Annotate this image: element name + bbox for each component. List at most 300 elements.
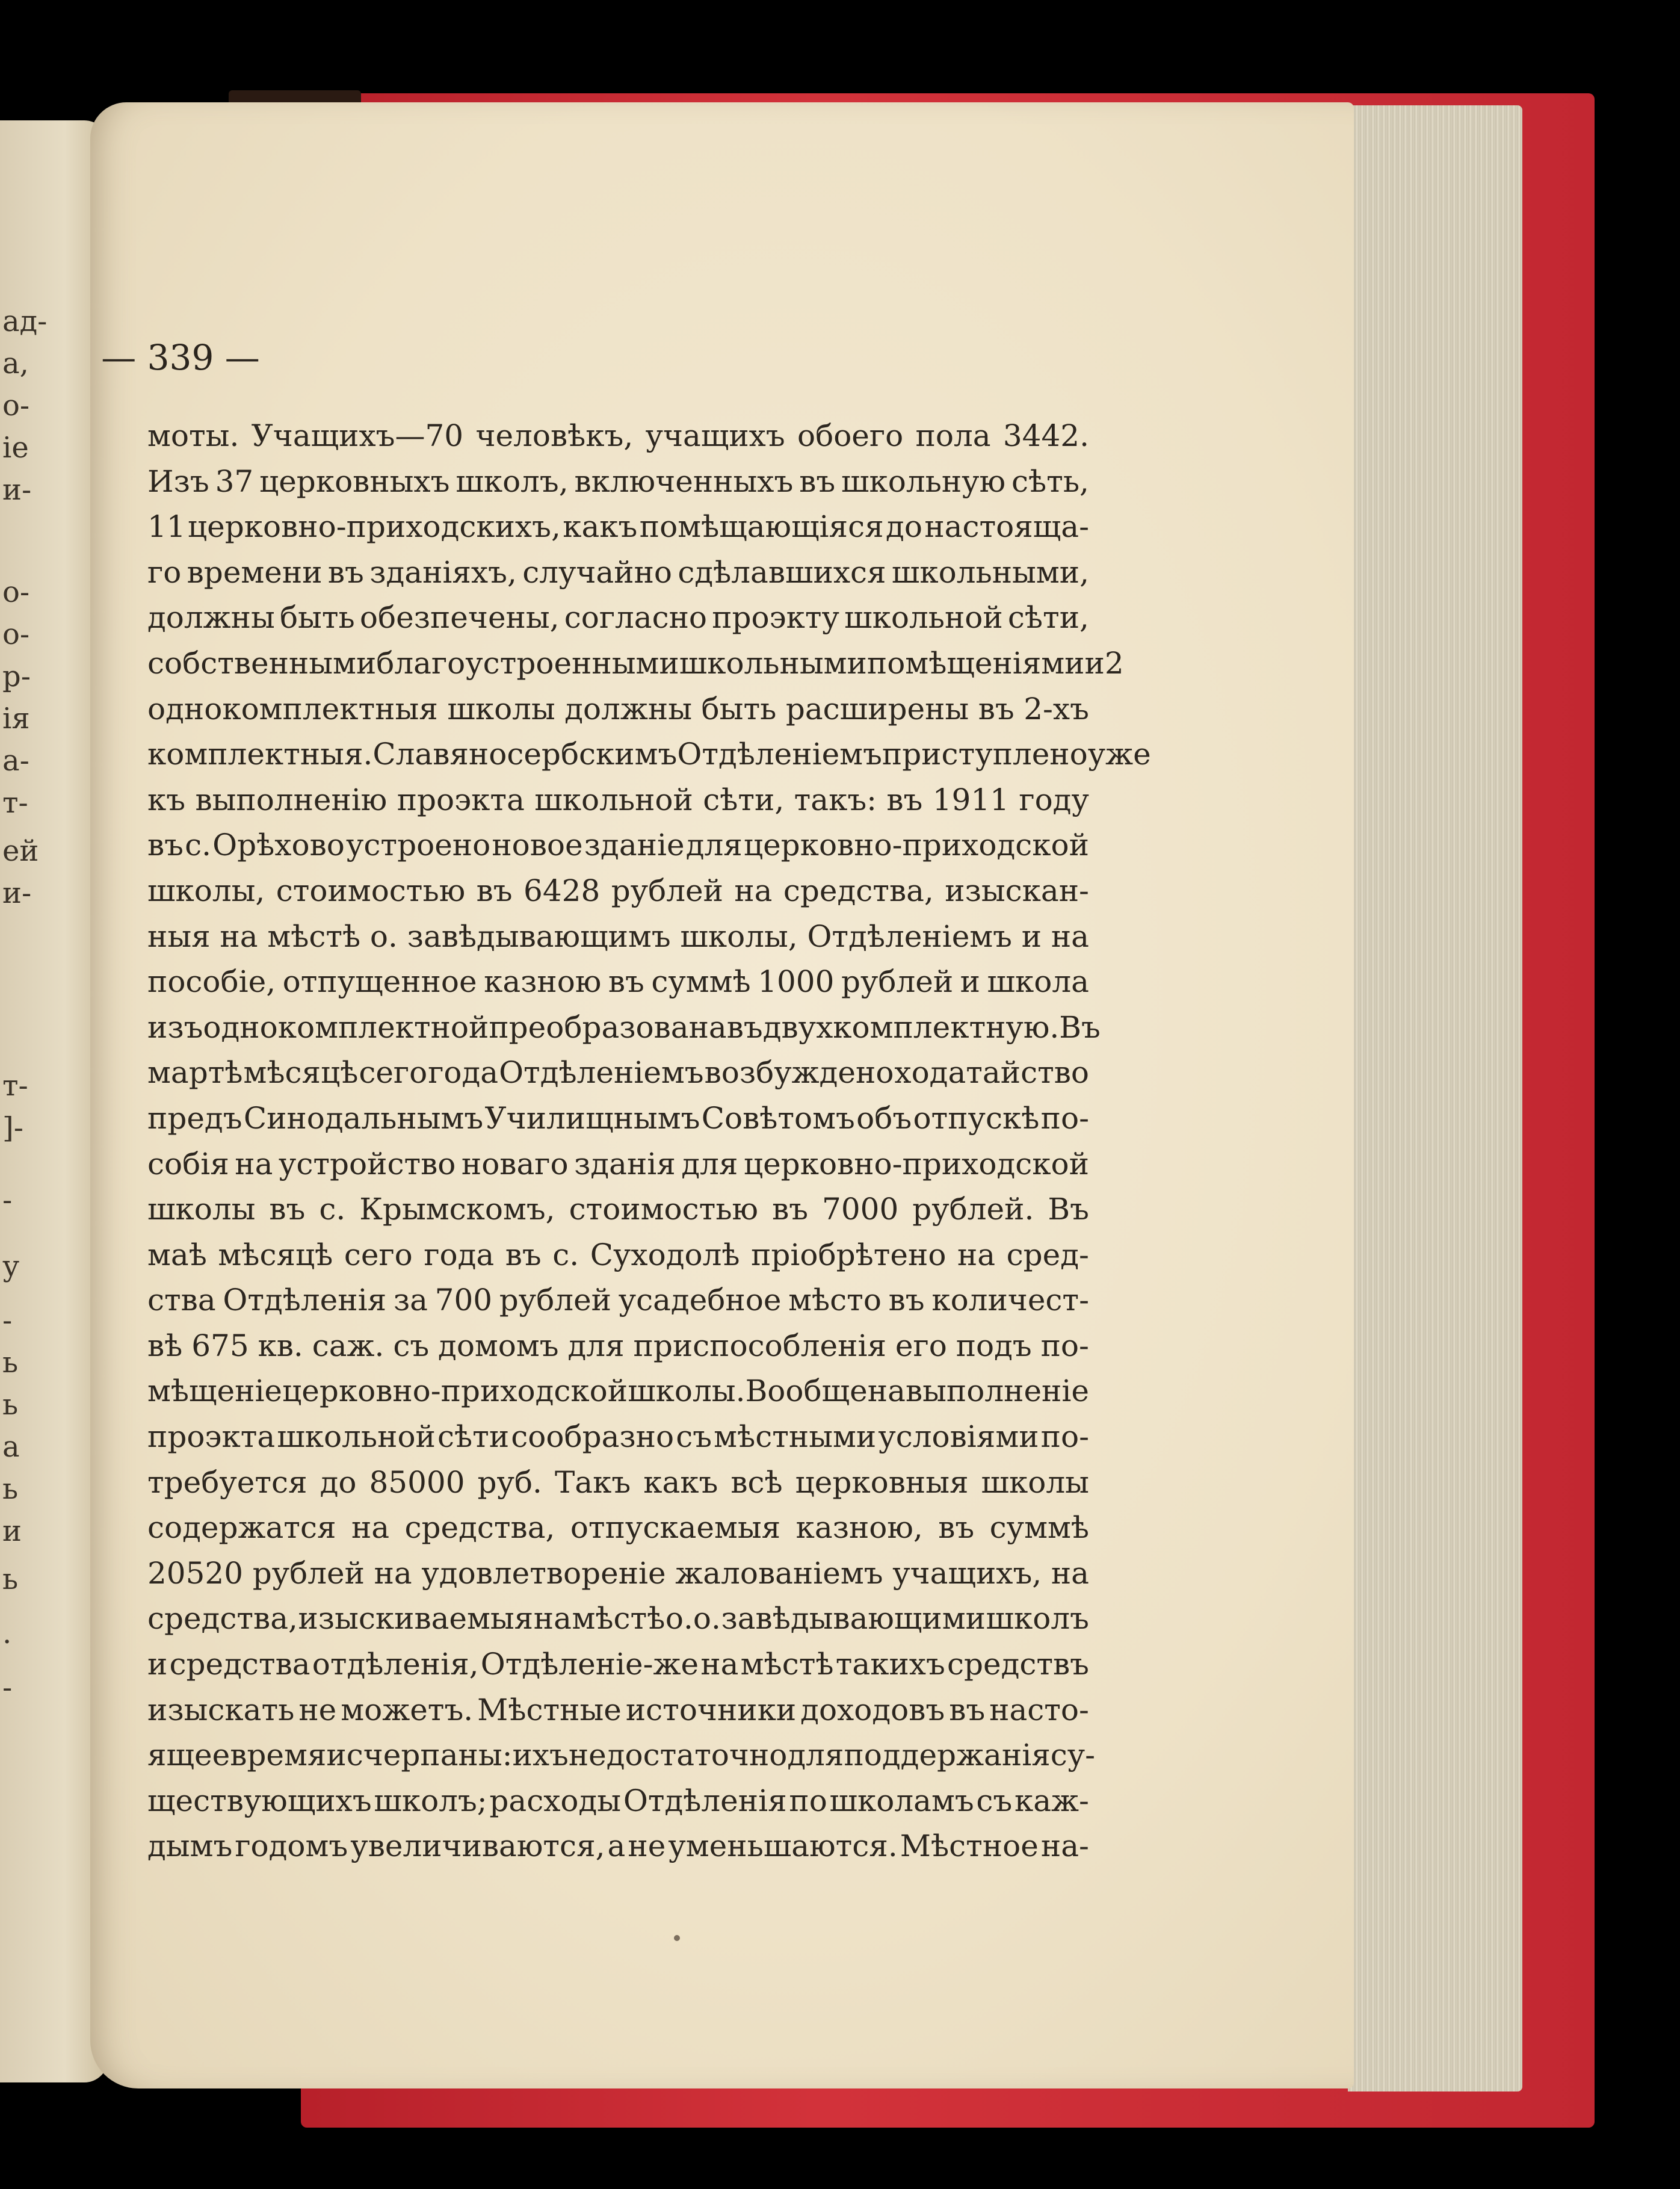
text-word: въ bbox=[505, 1237, 542, 1272]
text-word: и bbox=[147, 1647, 168, 1682]
text-word: изъ bbox=[147, 1009, 203, 1045]
text-word: однокомплектной bbox=[203, 1009, 489, 1045]
text-word: школьную bbox=[841, 463, 1006, 499]
text-word: сѣти, bbox=[703, 782, 785, 817]
text-line bbox=[147, 1419, 1089, 1465]
margin-fragment: о- bbox=[2, 389, 30, 423]
text-word: Такъ bbox=[554, 1464, 631, 1500]
text-word: въ bbox=[726, 1009, 763, 1045]
text-word: доходовъ bbox=[800, 1692, 945, 1727]
text-word: должны bbox=[564, 691, 693, 726]
text-line bbox=[147, 828, 1089, 873]
text-word: мартѣ bbox=[147, 1055, 243, 1091]
text-word: обоего bbox=[797, 418, 904, 453]
text-word: на bbox=[957, 1237, 996, 1272]
text-word: ществующихъ bbox=[147, 1783, 372, 1818]
page-speck bbox=[674, 1935, 680, 1941]
text-word: въ bbox=[949, 1692, 986, 1727]
text-word: времени bbox=[187, 554, 323, 590]
text-word: церковно-приходскихъ, bbox=[188, 509, 561, 545]
text-word: мѣстѣ bbox=[267, 918, 361, 954]
text-word: комплектныя. bbox=[147, 737, 373, 772]
text-word: и bbox=[1084, 645, 1105, 681]
margin-fragment: ь bbox=[2, 1346, 19, 1379]
text-word: мѣсяцѣ bbox=[218, 1237, 333, 1272]
text-word: проэкта bbox=[147, 1419, 276, 1455]
text-word: какъ bbox=[563, 509, 638, 545]
text-word: помѣщающіяся bbox=[639, 509, 884, 545]
text-word: школьными bbox=[679, 645, 867, 681]
text-line bbox=[147, 1147, 1089, 1192]
text-word: го bbox=[147, 554, 182, 590]
text-word: и bbox=[960, 964, 980, 1000]
text-word: дымъ bbox=[147, 1828, 233, 1864]
text-word: мѣсто bbox=[788, 1283, 882, 1318]
text-word: въ bbox=[799, 463, 836, 499]
text-word: въ bbox=[888, 1283, 925, 1318]
text-word: школъ, bbox=[456, 463, 569, 499]
text-word: въ bbox=[978, 691, 1014, 726]
text-word: о. bbox=[369, 918, 398, 954]
text-word: средства, bbox=[404, 1510, 555, 1546]
text-word: зданіяхъ, bbox=[369, 554, 517, 590]
text-word: жалованіемъ bbox=[675, 1555, 883, 1591]
text-word: поддержанія bbox=[844, 1738, 1051, 1773]
text-word: рублей bbox=[252, 1555, 365, 1591]
text-word: увеличиваются, bbox=[350, 1828, 605, 1864]
text-line bbox=[147, 873, 1089, 919]
text-word: а bbox=[607, 1828, 626, 1864]
text-word: рублей bbox=[841, 964, 954, 1000]
text-word: насто- bbox=[989, 1692, 1089, 1727]
text-word: включенныхъ bbox=[574, 463, 794, 499]
margin-fragment: ]- bbox=[2, 1111, 23, 1145]
text-word: каж- bbox=[1014, 1783, 1089, 1818]
text-word: церковно-приходской bbox=[743, 828, 1089, 863]
text-word: сред- bbox=[1006, 1237, 1089, 1272]
text-word: по- bbox=[1040, 1100, 1089, 1136]
text-line bbox=[147, 964, 1089, 1010]
text-word: школа bbox=[987, 964, 1089, 1000]
text-word: на bbox=[533, 1601, 572, 1636]
text-word: Мѣстные bbox=[477, 1692, 622, 1727]
margin-fragment: ад- bbox=[2, 305, 48, 338]
text-word: отпускѣ bbox=[913, 1100, 1040, 1136]
text-word: за bbox=[393, 1283, 428, 1318]
text-word: стоимостью bbox=[276, 873, 466, 908]
text-word: въ bbox=[608, 964, 644, 1000]
margin-fragment: р- bbox=[2, 660, 31, 693]
text-word: собія bbox=[147, 1146, 229, 1181]
margin-fragment: и- bbox=[2, 876, 32, 910]
text-word: не bbox=[298, 1692, 337, 1727]
text-line bbox=[147, 1738, 1096, 1783]
text-word: церковно-приходской bbox=[743, 1146, 1089, 1181]
text-word: школы bbox=[981, 1464, 1089, 1500]
text-word: на- bbox=[1040, 1828, 1089, 1864]
text-word: средства bbox=[169, 1647, 310, 1682]
text-word: 11 bbox=[147, 509, 186, 545]
text-word: года bbox=[428, 1055, 499, 1091]
text-word: объ bbox=[856, 1100, 912, 1136]
text-word: школьной bbox=[277, 1419, 436, 1455]
margin-fragment: т- bbox=[2, 786, 28, 820]
text-word: завѣдывающими bbox=[721, 1601, 986, 1636]
text-word: подъ bbox=[956, 1328, 1032, 1363]
margin-fragment: о- bbox=[2, 618, 30, 651]
text-word: ихъ bbox=[512, 1738, 569, 1773]
text-word: въ bbox=[476, 873, 513, 908]
text-word: всѣ bbox=[730, 1464, 783, 1500]
text-word: рублей bbox=[611, 873, 723, 908]
text-word: источники bbox=[625, 1692, 797, 1727]
text-line bbox=[147, 1828, 1089, 1874]
text-word: въ bbox=[938, 1510, 975, 1546]
text-line bbox=[147, 600, 1089, 646]
text-word: приступлено bbox=[882, 737, 1088, 772]
text-word: удовлетвореніе bbox=[421, 1555, 666, 1591]
margin-fragment: ь bbox=[2, 1388, 19, 1422]
text-word: ныя bbox=[147, 918, 211, 954]
text-word: до bbox=[886, 509, 922, 545]
text-word: казною, bbox=[795, 1510, 923, 1546]
margin-fragment: - bbox=[2, 1183, 13, 1217]
text-word: для bbox=[567, 1328, 625, 1363]
text-word: Мѣстное bbox=[900, 1828, 1039, 1864]
text-word: на bbox=[734, 873, 773, 908]
margin-fragment: а- bbox=[2, 744, 29, 778]
text-word: уже bbox=[1087, 737, 1151, 772]
text-word: въ bbox=[772, 1192, 809, 1227]
text-word: церковно-приходской bbox=[282, 1373, 628, 1409]
margin-fragment: ей bbox=[2, 834, 39, 868]
text-word: по- bbox=[1040, 1419, 1089, 1455]
text-word: школъ; bbox=[374, 1783, 487, 1818]
text-word: условіями bbox=[878, 1419, 1039, 1455]
text-line bbox=[147, 1465, 1089, 1511]
text-word: преобразована bbox=[489, 1009, 727, 1045]
text-word: моты. bbox=[147, 418, 239, 453]
text-word: года bbox=[424, 1237, 495, 1272]
text-word: двухкомплектную. bbox=[762, 1009, 1060, 1045]
margin-fragment: ь bbox=[2, 1472, 19, 1506]
text-word: школы. bbox=[628, 1373, 746, 1409]
text-line bbox=[147, 1192, 1089, 1237]
margin-fragment: іе bbox=[2, 431, 29, 465]
text-word: Синодальнымъ bbox=[243, 1100, 484, 1136]
text-word: приспособленія bbox=[633, 1328, 887, 1363]
margin-fragment: и- bbox=[2, 473, 32, 507]
text-word: казною bbox=[484, 964, 602, 1000]
margin-fragment: - bbox=[2, 1304, 13, 1337]
text-word: маѣ bbox=[147, 1237, 207, 1272]
margin-fragment: - bbox=[2, 1671, 13, 1704]
text-word: усадебное bbox=[618, 1283, 782, 1318]
text-word: руб. bbox=[477, 1464, 542, 1500]
text-word: школьной bbox=[844, 600, 1003, 636]
text-line bbox=[147, 1647, 1089, 1692]
text-word: благоустроенными bbox=[376, 645, 679, 681]
text-word: выполненіе bbox=[905, 1373, 1089, 1409]
text-word: содержатся bbox=[147, 1510, 336, 1546]
page-body-text bbox=[147, 418, 1151, 1874]
text-word: 700 bbox=[434, 1283, 493, 1318]
text-word: школы bbox=[447, 691, 555, 726]
text-word: школы bbox=[147, 1192, 256, 1227]
text-line bbox=[147, 692, 1089, 737]
text-word: учащихъ, bbox=[892, 1555, 1042, 1591]
text-word: 2-хъ bbox=[1024, 691, 1089, 726]
text-word: пособіе, bbox=[147, 964, 276, 1000]
text-word: предъ bbox=[147, 1100, 242, 1136]
text-word: школы, bbox=[680, 918, 798, 954]
text-word: настояща- bbox=[924, 509, 1089, 545]
text-word: школамъ bbox=[829, 1783, 974, 1818]
text-word: въ bbox=[327, 554, 364, 590]
text-word: суммѣ bbox=[989, 1510, 1089, 1546]
text-word: Отдѣленіемъ bbox=[807, 918, 1012, 954]
text-word: для bbox=[685, 828, 743, 863]
text-word: сдѣлавшихся bbox=[678, 554, 886, 590]
text-word: не bbox=[628, 1828, 666, 1864]
margin-fragment: а bbox=[2, 1430, 20, 1464]
text-word: помѣщеніями bbox=[866, 645, 1085, 681]
text-word: саж. bbox=[312, 1328, 384, 1363]
text-word: школы, bbox=[147, 873, 265, 908]
page-edges bbox=[1348, 105, 1522, 2091]
text-word: Вообще bbox=[745, 1373, 868, 1409]
text-word: завѣдывающимъ bbox=[407, 918, 671, 954]
margin-fragment: . bbox=[2, 1617, 12, 1650]
text-line bbox=[147, 1328, 1089, 1374]
text-word: Орѣхово bbox=[212, 828, 345, 863]
text-word: можетъ. bbox=[341, 1692, 474, 1727]
text-word: рублей bbox=[499, 1283, 611, 1318]
text-word: мѣстѣ bbox=[572, 1601, 666, 1636]
margin-fragment: у bbox=[2, 1249, 20, 1283]
text-word: однокомплектныя bbox=[147, 691, 438, 726]
text-line bbox=[147, 418, 1089, 464]
text-word: на bbox=[1051, 1555, 1089, 1591]
text-line bbox=[147, 1556, 1089, 1602]
text-line bbox=[147, 1510, 1089, 1556]
text-word: устроено bbox=[346, 828, 491, 863]
margin-fragment: а, bbox=[2, 347, 29, 380]
text-word: пола bbox=[915, 418, 991, 453]
margin-fragment: и bbox=[2, 1514, 22, 1548]
text-word: по- bbox=[1040, 1328, 1089, 1363]
text-word: кв. bbox=[258, 1328, 303, 1363]
text-word: Училищнымъ bbox=[484, 1100, 700, 1136]
text-word: проэкту bbox=[712, 600, 839, 636]
text-word: 675 bbox=[191, 1328, 249, 1363]
text-word: къ bbox=[147, 782, 186, 817]
book-page bbox=[90, 102, 1354, 2088]
text-word: на bbox=[220, 918, 258, 954]
text-word: выполненію bbox=[195, 782, 388, 817]
text-word: недостаточно bbox=[568, 1738, 788, 1773]
margin-fragment: о- bbox=[2, 575, 30, 609]
text-word: новаго bbox=[461, 1146, 569, 1181]
text-word: по bbox=[789, 1783, 827, 1818]
text-word: должны bbox=[147, 600, 275, 636]
text-word: какъ bbox=[643, 1464, 718, 1500]
text-word: и bbox=[1021, 918, 1042, 954]
text-word: отдѣленія, bbox=[312, 1647, 479, 1682]
text-word: зданія bbox=[574, 1146, 676, 1181]
text-word: Отдѣленіемъ bbox=[499, 1055, 704, 1091]
text-word: согласно bbox=[564, 600, 708, 636]
text-word: домомъ bbox=[438, 1328, 559, 1363]
text-word: Въ bbox=[1059, 1009, 1101, 1045]
text-word: средства, bbox=[147, 1601, 298, 1636]
text-word: Изъ bbox=[147, 463, 209, 499]
text-word: на bbox=[235, 1146, 273, 1181]
text-word: средствъ bbox=[947, 1647, 1089, 1682]
text-line bbox=[147, 1783, 1089, 1829]
text-word: средства, bbox=[783, 873, 934, 908]
text-word: время bbox=[230, 1738, 327, 1773]
text-word: проэкта bbox=[397, 782, 525, 817]
text-word: Отдѣленіемъ bbox=[677, 737, 882, 772]
page-number-text: — 339 — bbox=[101, 337, 260, 378]
text-word: школьной bbox=[534, 782, 693, 817]
text-word: на bbox=[1051, 918, 1089, 954]
text-word: Въ bbox=[1048, 1192, 1089, 1227]
text-word: сего bbox=[359, 1055, 428, 1091]
text-word: въ bbox=[269, 1192, 306, 1227]
text-word: мѣстными bbox=[714, 1419, 877, 1455]
text-word: съ bbox=[976, 1783, 1013, 1818]
margin-fragment: т- bbox=[2, 1069, 28, 1103]
text-word: на bbox=[351, 1510, 390, 1546]
text-word: на bbox=[374, 1555, 412, 1591]
text-line bbox=[147, 1101, 1089, 1147]
text-word: ходатайство bbox=[894, 1055, 1089, 1091]
text-word: годомъ bbox=[235, 1828, 348, 1864]
text-word: 2 bbox=[1104, 645, 1124, 681]
text-word: Отдѣленія bbox=[623, 1783, 787, 1818]
text-word: мѣстѣ bbox=[740, 1647, 834, 1682]
text-word: 1911 bbox=[932, 782, 1009, 817]
text-word: быть bbox=[279, 600, 355, 636]
text-word: на bbox=[867, 1373, 906, 1409]
text-word: для bbox=[787, 1738, 844, 1773]
text-line bbox=[147, 509, 1089, 555]
text-word: сѣти, bbox=[1007, 600, 1089, 636]
text-word: возбуждено bbox=[704, 1055, 894, 1091]
text-word: 3442. bbox=[1002, 418, 1089, 453]
text-word: 6428 bbox=[523, 873, 601, 908]
text-word: стоимостью bbox=[569, 1192, 759, 1227]
text-word: Совѣтомъ bbox=[701, 1100, 855, 1136]
text-word: мѣщеніе bbox=[147, 1373, 283, 1409]
text-word: изыскиваемыя bbox=[298, 1601, 534, 1636]
text-word: 20520 bbox=[147, 1555, 244, 1591]
text-word: Суходолѣ bbox=[590, 1237, 740, 1272]
text-line bbox=[147, 1373, 1089, 1419]
text-word: зданіе bbox=[584, 828, 685, 863]
text-word: на bbox=[700, 1647, 739, 1682]
text-word: вѣ bbox=[147, 1328, 183, 1363]
text-word: отпущенное bbox=[282, 964, 477, 1000]
text-word: случайно bbox=[522, 554, 672, 590]
text-word: 7000 bbox=[822, 1192, 899, 1227]
text-word: Славяносербскимъ bbox=[372, 737, 678, 772]
text-word: школъ bbox=[986, 1601, 1089, 1636]
text-word: до bbox=[320, 1464, 357, 1500]
text-word: с. bbox=[552, 1237, 579, 1272]
text-word: изыскан- bbox=[945, 873, 1089, 908]
text-word: сѣть, bbox=[1011, 463, 1089, 499]
text-line bbox=[147, 1601, 1089, 1647]
text-line bbox=[147, 737, 1151, 782]
text-word: 1000 bbox=[758, 964, 835, 1000]
text-word: суммѣ bbox=[651, 964, 751, 1000]
text-line bbox=[147, 1009, 1101, 1056]
text-word: су- bbox=[1050, 1738, 1096, 1773]
text-word: такъ: bbox=[794, 782, 877, 817]
text-word: году bbox=[1019, 782, 1089, 817]
text-word: сѣти bbox=[437, 1419, 510, 1455]
text-word: ства bbox=[147, 1283, 216, 1318]
text-word: церковныя bbox=[795, 1464, 969, 1500]
text-word: 37 bbox=[215, 463, 254, 499]
margin-fragment: ія bbox=[2, 702, 30, 735]
margin-fragment: ь bbox=[2, 1562, 19, 1596]
text-word: ящее bbox=[147, 1738, 230, 1773]
text-word: съ bbox=[676, 1419, 712, 1455]
text-word: Учащихъ—70 bbox=[251, 418, 464, 453]
text-line bbox=[147, 555, 1089, 601]
text-word: рублей. bbox=[912, 1192, 1034, 1227]
text-word: сего bbox=[344, 1237, 413, 1272]
text-word: изыскать bbox=[147, 1692, 295, 1727]
text-word: собственными bbox=[147, 645, 377, 681]
text-word: учащихъ bbox=[645, 418, 785, 453]
text-line bbox=[147, 1055, 1089, 1101]
text-line bbox=[147, 919, 1089, 965]
text-word: уменьшаются. bbox=[668, 1828, 898, 1864]
text-word: церковныхъ bbox=[259, 463, 450, 499]
text-word: расходы bbox=[489, 1783, 622, 1818]
text-line bbox=[147, 464, 1089, 510]
text-word: о.о. bbox=[665, 1601, 721, 1636]
text-word: мѣсяцѣ bbox=[243, 1055, 359, 1091]
text-word: Крымскомъ, bbox=[359, 1192, 555, 1227]
text-word: сообразно bbox=[511, 1419, 675, 1455]
text-line bbox=[147, 645, 1124, 692]
text-line bbox=[147, 1692, 1089, 1738]
text-line bbox=[147, 1237, 1089, 1283]
text-word: его bbox=[895, 1328, 947, 1363]
text-word: количест- bbox=[931, 1283, 1089, 1318]
text-word: человѣкъ, bbox=[475, 418, 634, 453]
text-word: съ bbox=[393, 1328, 430, 1363]
text-word: с. bbox=[319, 1192, 346, 1227]
text-word: отпускаемыя bbox=[570, 1510, 781, 1546]
text-line bbox=[147, 1283, 1089, 1328]
text-word: въ bbox=[886, 782, 923, 817]
text-line bbox=[147, 782, 1089, 828]
text-word: 85000 bbox=[369, 1464, 465, 1500]
text-word: устройство bbox=[278, 1146, 456, 1181]
text-word: требуется bbox=[147, 1464, 307, 1500]
text-word: Отдѣленіе-же bbox=[480, 1647, 699, 1682]
text-word: быть bbox=[701, 691, 777, 726]
text-word: расширены bbox=[785, 691, 969, 726]
text-word: Отдѣленія bbox=[223, 1283, 387, 1318]
